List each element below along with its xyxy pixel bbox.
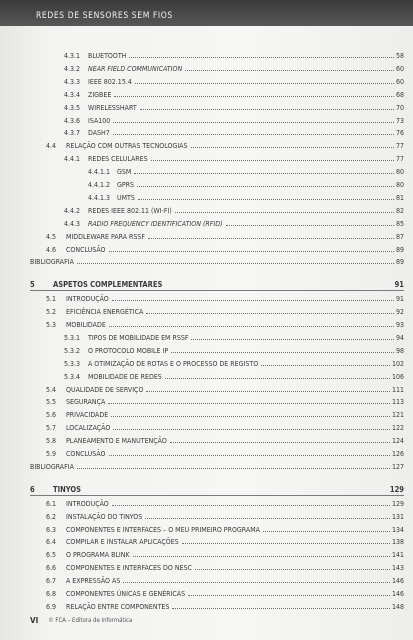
dot-leader [226,224,394,226]
toc-entry-number: 4.4 [46,142,57,151]
toc-entry-title: UMTS [117,193,135,202]
toc-entry-title: RELAÇÃO COM OUTRAS TECNOLOGIAS [66,142,188,151]
toc-entry-title: A OTIMIZAÇÃO DE ROTAS E O PROCESSO DE REGISTO [88,359,259,368]
toc-entry[interactable] [64,347,404,355]
toc-entry-title: REDES IEEE 802.11 (WI-FI) [88,206,172,215]
toc-entry-page: 111 [391,385,404,394]
toc-entry-title: MIDDLEWARE PARA RSSF [66,232,146,241]
toc-entry-page: 89 [395,245,404,254]
toc-entry-number: 5.3 [46,321,57,329]
dot-leader [170,441,390,443]
chapter-title: ASPETOS COMPLEMENTARES [53,280,163,290]
toc-entry-number: 5.6 [46,411,57,420]
toc-entry[interactable] [46,386,404,394]
dot-leader [134,172,394,174]
chapter-heading [30,485,404,494]
toc-entry[interactable] [64,207,404,215]
toc-entry-page: 131 [391,512,404,521]
toc-entry-page: 81 [395,193,404,202]
toc-entry-number: 4.6 [46,245,57,254]
toc-entry-number: 4.4.1 [64,155,81,164]
toc-entry-page: 146 [391,590,404,598]
toc-entry[interactable] [46,308,404,316]
toc-entry[interactable] [46,577,404,585]
toc-entry-title: MOBILIDADE [66,321,106,329]
dot-leader [146,390,390,392]
toc-entry-page: 60 [395,64,404,73]
toc-entry-page: 141 [391,551,404,560]
toc-entry[interactable] [64,104,404,112]
toc-entry-title: PRIVACIDADE [66,411,109,420]
toc-entry-number: 5.8 [46,437,57,446]
toc-entry-number: 5.7 [46,424,57,433]
toc-entry[interactable] [46,551,404,559]
toc-entry-title: PLANEAMENTO E MANUTENÇÃO [66,437,167,446]
toc-entry[interactable] [46,142,404,150]
toc-entry[interactable] [46,233,404,241]
toc-entry[interactable] [30,258,404,266]
toc-entry-title: COMPILAR E INSTALAR APLICAÇÕES [66,538,179,547]
toc-entry-number: 5.9 [46,450,57,458]
toc-entry-title: DASH7 [88,129,110,138]
toc-entry-page: 92 [395,308,404,317]
toc-entry-title: CONCLUSÃO [66,450,106,458]
dot-leader [135,82,394,84]
toc-entry-title: EFICIÊNCIA ENERGÉTICA [66,308,144,317]
toc-entry-page: 73 [395,116,404,125]
dot-leader [109,454,390,456]
toc-entry-page: 122 [391,424,404,433]
chapter-page: 91 [394,280,404,290]
toc-entry[interactable] [88,168,404,176]
dot-leader [113,133,394,135]
toc-entry-title: ISA100 [88,116,111,125]
toc-entry-page: 134 [391,525,404,534]
toc-entry-page: 121 [391,411,404,420]
toc-entry[interactable] [88,194,404,202]
dot-leader [137,185,394,187]
dot-leader [261,364,390,366]
dot-leader [112,299,394,301]
page-footer [30,616,132,625]
toc-entry-number: 5.4 [46,385,57,394]
toc-entry[interactable] [64,373,404,381]
toc-entry-number: 4.3.4 [64,90,81,99]
dot-leader [113,121,394,123]
toc-entry-number: 4.3.2 [64,64,81,73]
dot-leader [146,312,394,314]
toc-entry-title: WIRELESSHART [88,103,137,112]
toc-entry-number: 6.4 [46,538,57,547]
toc-entry-page: 68 [395,90,404,99]
toc-entry[interactable] [46,398,404,406]
toc-entry-page: 76 [395,129,404,138]
chapter-heading [30,280,404,289]
toc-entry[interactable] [64,52,404,60]
toc-entry-page: 113 [391,398,404,407]
toc-entry-page: 91 [395,295,404,304]
toc-entry[interactable] [64,220,404,228]
dot-leader [140,108,394,110]
chapter-number: 6 [30,484,35,494]
toc-entry-title: O PROGRAMA BLINK [66,551,130,560]
toc-entry[interactable] [46,500,404,508]
toc-entry[interactable] [46,603,404,611]
toc-entry-title: INTRODUÇÃO [66,295,109,304]
dot-leader [145,517,390,519]
toc-entry-title: IEEE 802.15.4 [88,77,132,86]
toc-entry-page: 87 [395,232,404,241]
toc-entry-number: 4.4.2 [64,206,81,215]
toc-entry-title: CONCLUSÃO [66,245,106,254]
toc-entry[interactable] [46,295,404,303]
dot-leader [109,325,394,327]
toc-entry-page: 126 [391,450,404,458]
toc-entry-title: RELAÇÃO ENTRE COMPONENTES [66,602,170,611]
toc-entry-title: TIPOS DE MOBILIDADE EM RSSF [88,333,189,342]
toc-entry-title: ZIGBEE [88,90,112,99]
toc-entry-number: 4.4.3 [64,219,81,228]
toc-entry-page: 143 [391,564,404,573]
publisher-credit: © FCA – Editora de Informática [48,617,133,624]
toc-entry[interactable] [46,424,404,432]
toc-entry[interactable] [64,129,404,137]
dot-leader [182,542,390,544]
toc-entry[interactable] [64,78,404,86]
toc-entry-number: 6.7 [46,577,57,586]
toc-entry-title: COMPONENTES E INTERFACES DO NESC [66,564,192,573]
toc-entry-number: 4.5 [46,232,57,241]
toc-entry-title: QUALIDADE DE SERVIÇO [66,385,144,394]
toc-entry-title: NEAR FIELD COMMUNICATION [88,64,183,73]
dot-leader [165,377,390,379]
chapter-title: TINYOS [53,484,81,494]
dot-leader [188,594,390,596]
toc-entry[interactable] [64,155,404,163]
toc-entry-page: 94 [395,333,404,342]
chapter-rule [30,495,404,496]
chapter-rule [30,290,404,291]
toc-entry-number: 4.4.1.3 [88,193,111,202]
toc-entry-page: 124 [391,437,404,446]
toc-entry-page: 93 [395,321,404,329]
page-number: VI [30,616,39,625]
toc-entry-page: 85 [395,219,404,228]
toc-entry-page: 80 [395,168,404,177]
toc-entry-page: 106 [391,372,404,381]
toc-entry-title: BIBLIOGRAFIA [30,258,74,267]
dot-leader [195,568,390,570]
toc-entry-page: 58 [395,52,404,60]
toc-entry-page: 98 [395,346,404,355]
toc-entry[interactable] [46,450,404,458]
running-header [0,0,413,26]
toc-entry-number: 4.4.1.1 [88,168,111,177]
toc-entry-title: O PROTOCOLO MOBILE IP [88,346,169,355]
toc-entry[interactable] [46,411,404,419]
dot-leader [185,69,394,71]
toc-entry-number: 6.9 [46,602,57,611]
dot-leader [172,607,390,609]
toc-entry[interactable] [46,437,404,445]
toc-entry[interactable] [46,538,404,546]
toc-entry[interactable] [30,463,404,471]
toc-entry-number: 5.3.4 [64,372,81,381]
toc-entry-page: 77 [395,142,404,151]
dot-leader [151,159,394,161]
toc-entry-number: 6.8 [46,590,57,598]
toc-entry-page: 129 [391,499,404,508]
toc-entry-page: 82 [395,206,404,215]
dot-leader [112,504,390,506]
toc-entry-number: 5.5 [46,398,57,407]
toc-entry-page: 77 [395,155,404,164]
toc-entry-number: 6.3 [46,525,57,534]
toc-entry-title: INSTALAÇÃO DO TINYOS [66,512,143,521]
toc-entry-page: 80 [395,181,404,189]
dot-leader [108,402,390,404]
toc-entry-number: 4.3.6 [64,116,81,125]
toc-entry[interactable] [46,526,404,534]
toc-entry-title: GSM [117,168,132,177]
toc-entry-number: 5.2 [46,308,57,317]
toc-entry-number: 4.3.5 [64,103,81,112]
toc-entry-title: BIBLIOGRAFIA [30,462,74,471]
toc-entry-page: 60 [395,77,404,86]
toc-entry-title: A EXPRESSÃO AS [66,577,121,586]
toc-entry-title: GPRS [117,181,135,189]
toc-entry-number: 5.1 [46,295,57,304]
toc-entry-page: 89 [395,258,404,267]
toc-entry[interactable] [46,246,404,254]
toc-entry-page: 146 [391,577,404,586]
dot-leader [263,530,390,532]
chapter-number: 5 [30,280,35,290]
toc-entry-number: 6.5 [46,551,57,560]
dot-leader [191,338,394,340]
toc-entry[interactable] [46,513,404,521]
toc-entry[interactable] [64,65,404,73]
dot-leader [133,555,390,557]
dot-leader [77,467,390,469]
toc-entry-title: SEGURANÇA [66,398,106,407]
toc-entry[interactable] [64,334,404,342]
toc-entry-page: 70 [395,103,404,112]
toc-entry-page: 127 [391,462,404,471]
toc-entry-number: 5.3.1 [64,333,81,342]
toc-entry[interactable] [46,321,404,329]
toc-entry[interactable] [88,181,404,189]
dot-leader [77,262,394,264]
toc-entry-page: 102 [391,359,404,368]
chapter-page: 129 [389,484,404,494]
toc-entry-title: COMPONENTES E INTERFACES – O MEU PRIMEIRO PROGRAMA [66,525,260,534]
toc-entry-number: 5.3.2 [64,346,81,355]
toc-entry-number: 6.1 [46,499,57,508]
toc-entry-title: COMPONENTES ÚNICAS E GENÉRICAS [66,590,186,598]
toc-entry-title: INTRODUÇÃO [66,499,109,508]
toc-entry-number: 4.3.7 [64,129,81,138]
running-header-title: REDES DE SENSORES SEM FIOS [36,11,173,21]
toc-entry[interactable] [64,360,404,368]
toc-entry-number: 4.3.1 [64,52,81,60]
toc-entry-number: 4.3.3 [64,77,81,86]
dot-leader [109,250,394,252]
dot-leader [123,581,390,583]
toc-entry-page: 138 [391,538,404,547]
toc-entry-title: BLUETOOTH [88,52,127,60]
toc-entry-title: RADIO FREQUENCY IDENTIFICATION (RFID) [88,219,223,228]
toc-entry-title: MOBILIDADE DE REDES [88,372,162,381]
dot-leader [148,237,394,239]
toc-entry[interactable] [64,91,404,99]
toc-entry[interactable] [46,564,404,572]
toc-entry-title: REDES CELULARES [88,155,148,164]
toc-entry[interactable] [64,117,404,125]
toc-entry-number: 6.2 [46,512,57,521]
dot-leader [113,428,390,430]
toc-entry-title: LOCALIZAÇÃO [66,424,111,433]
toc-entry-number: 6.6 [46,564,57,573]
dot-leader [111,415,390,417]
toc-entry[interactable] [46,590,404,598]
toc-entry-number: 5.3.3 [64,359,81,368]
dot-leader [191,146,394,148]
dot-leader [171,351,394,353]
toc-entry-page: 148 [391,602,404,611]
dot-leader [114,95,394,97]
dot-leader [175,211,394,213]
dot-leader [129,56,394,58]
dot-leader [138,198,394,200]
toc-entry-number: 4.4.1.2 [88,181,111,189]
